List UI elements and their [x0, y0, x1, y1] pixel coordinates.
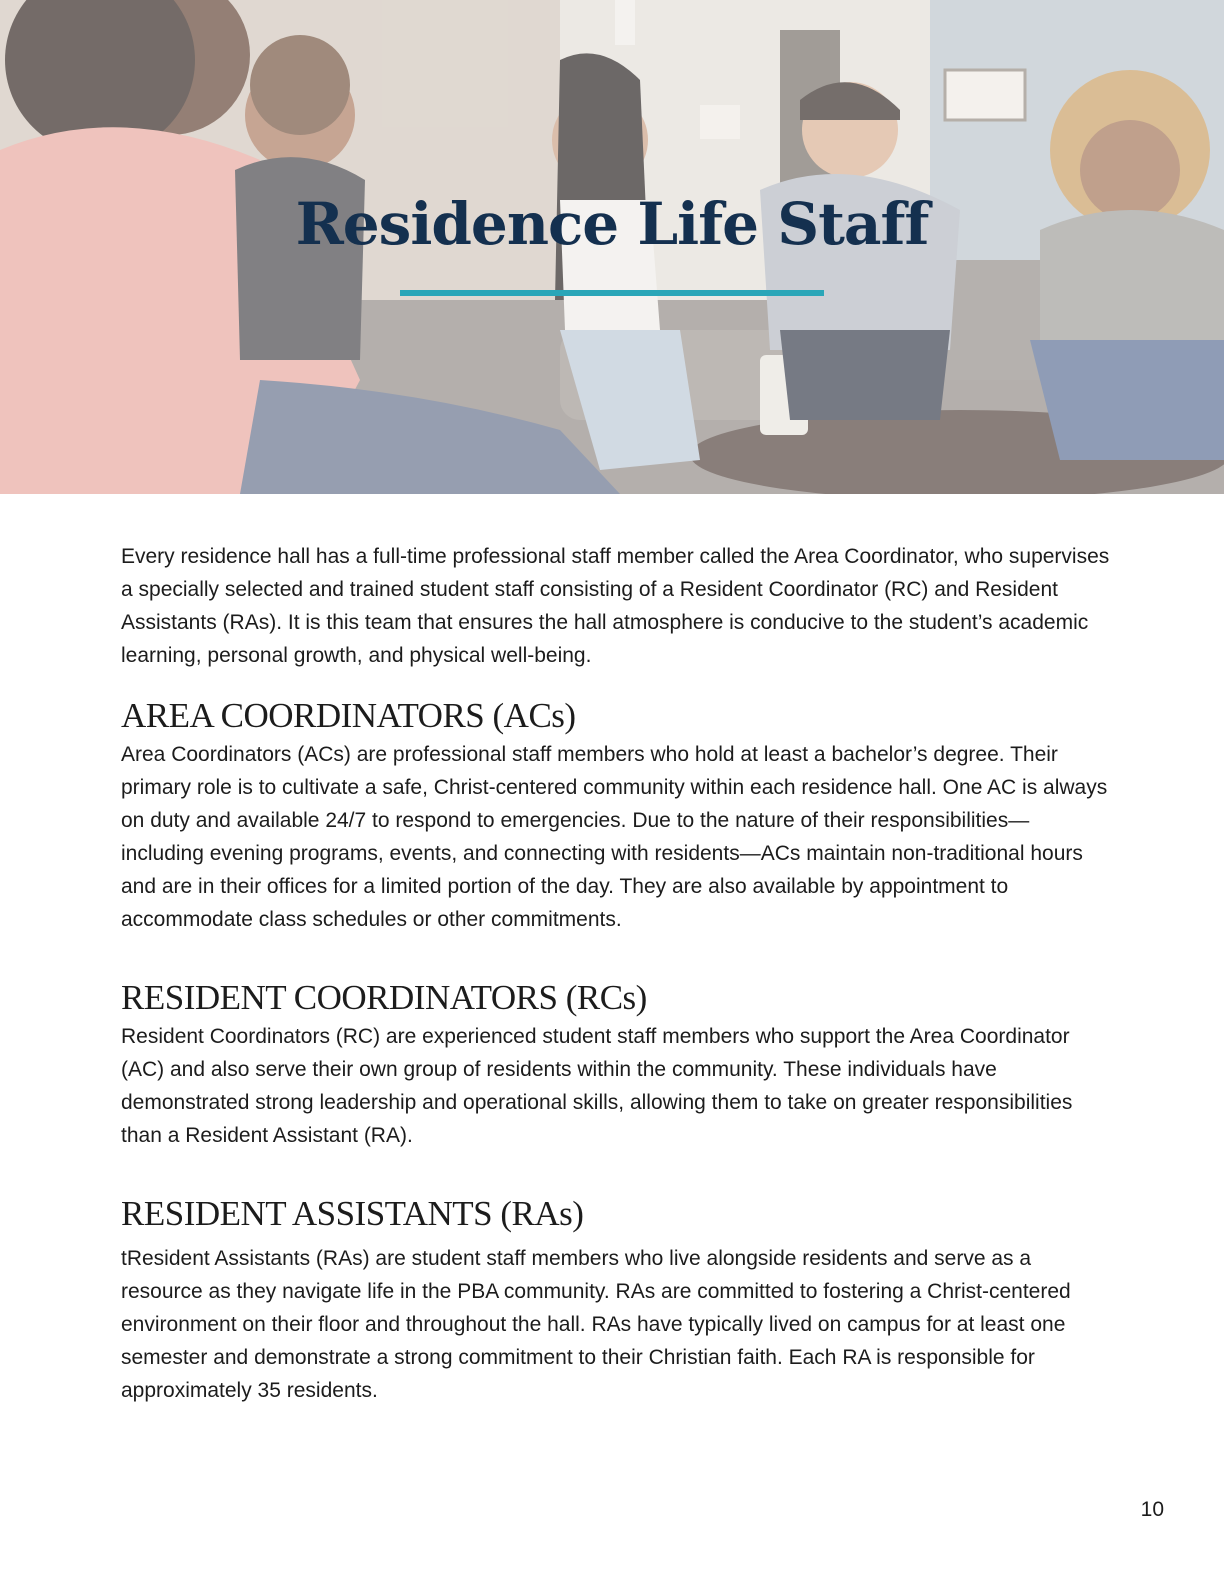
- hero-banner: [0, 0, 1224, 494]
- section-body-resident-assistants: tResident Assistants (RAs) are student staff members who live alongside residents and serve as a resource as they navigate life in the PBA community. RAs are committed to fostering a Christ-centered environment on their floor and throughout the hall. RAs have typically lived on campus for at least one semester and demonstrate a strong commitment to their Christian faith. Each RA is responsible for approximately 35 residents.: [121, 1247, 1071, 1402]
- intro-paragraph: Every residence hall has a full-time professional staff member called the Area Coordinator, who supervises a specially selected and trained student staff consisting of a Resident Coordinator (RC) and Resident Assistants (RAs). It is this team that ensures the hall atmosphere is conducive to the student’s academic learning, personal growth, and physical well-being.: [121, 545, 1110, 667]
- section-heading-resident-coordinators: RESIDENT COORDINATORS (RCs): [121, 978, 647, 1017]
- main-content: [121, 540, 1111, 1407]
- section-body-resident-coordinators: Resident Coordinators (RC) are experienced student staff members who support the Area Coordinator (AC) and also serve their own group of residents within the community. These individuals have demonstrated strong leadership and operational skills, allowing them to take on greater responsibilities than a Resident Assistant (RA).: [121, 1025, 1073, 1147]
- page-title: Residence Life Staff: [295, 190, 929, 258]
- section-heading-area-coordinators: AREA COORDINATORS (ACs): [121, 696, 576, 735]
- title-underline: [400, 290, 824, 296]
- page-number: 10: [1140, 1498, 1164, 1521]
- section-heading-resident-assistants: RESIDENT ASSISTANTS (RAs): [121, 1194, 584, 1233]
- section-body-area-coordinators: Area Coordinators (ACs) are professional staff members who hold at least a bachelor’s degree. Their primary role is to cultivate a safe, Christ-centered community within each residence hall. One AC is always on duty and available 24/7 to respond to emergencies. Due to the nature of their responsibilities—including evening programs, events, and connecting with residents—ACs maintain non-traditional hours and are in their offices for a limited portion of the day. They are also available by appointment to accommodate class schedules or other commitments.: [121, 743, 1108, 931]
